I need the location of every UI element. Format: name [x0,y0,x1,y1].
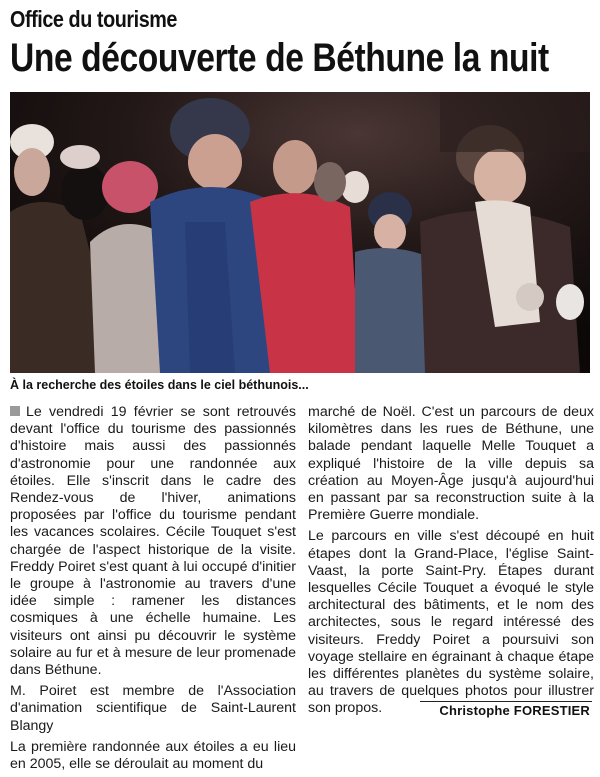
photo-caption: À la recherche des étoiles dans le ciel béthunois... [10,378,309,392]
paragraph [10,404,296,679]
article-headline: Une découverte de Béthune la nuit [10,36,549,80]
paragraph-bullet-icon [10,406,20,416]
article-photo [10,92,590,373]
paragraph: La première randonnée aux étoiles a eu lieu en 2005, elle se déroulait au moment du [10,738,296,773]
article-kicker: Office du tourisme [10,6,178,32]
author-signature: Christophe FORESTIER [439,703,590,718]
signature-rule [420,701,592,702]
night-group-photo [10,92,590,373]
article-column-right [308,404,594,722]
paragraph: marché de Noël. C'est un parcours de deux kilomètres dans les rues de Béthune, une balade pendant laquelle Melle Touquet a expliqué l'histoire de la ville depuis sa création au Moyen-Âge jusqu'à aujourd'hui en passant par sa reconstruction suite à la Première Guerre mondiale. [308,404,594,524]
paragraph: Le parcours en ville s'est découpé en huit étapes dont la Grand-Place, l'église Saint-Vaast, la porte Saint-Pry. Étapes durant lesquelles Cécile Touquet a évoqué le style architectural des bâtiments, et le nom des architectes, sous le regard intéressé des visiteurs. Freddy Poiret a poursuivi son voyage stellaire en égrainant à chaque étape les différentes planètes du système solaire, au travers de quelques photos pour illustrer son propos. [308,528,594,717]
paragraph-text: Le vendredi 19 février se sont retrouvés devant l'office du tourisme des passionnés d'histoire mais aussi des passionnés d'astronomie pour une randonnée aux étoiles. Elle s'inscrit dans le cadre des Rendez-vous de l'hiver, animations proposées par l'office du tourisme pendant les vacances scolaires. Cécile Touquet s'est chargée de l'aspect historique de la visite. Freddy Poiret s'est quant à lui occupé d'initier le groupe à l'astronomie au travers d'une idée simple : ramener les distances cosmiques à une échelle humaine. Les visiteurs ont ainsi pu découvrir le système solaire au fur et à mesure de leur promenade dans Béthune. [10,404,296,679]
paragraph: M. Poiret est membre de l'Association d'animation scientifique de Saint-Laurent Blangy [10,683,296,734]
article-column-left [10,404,296,777]
